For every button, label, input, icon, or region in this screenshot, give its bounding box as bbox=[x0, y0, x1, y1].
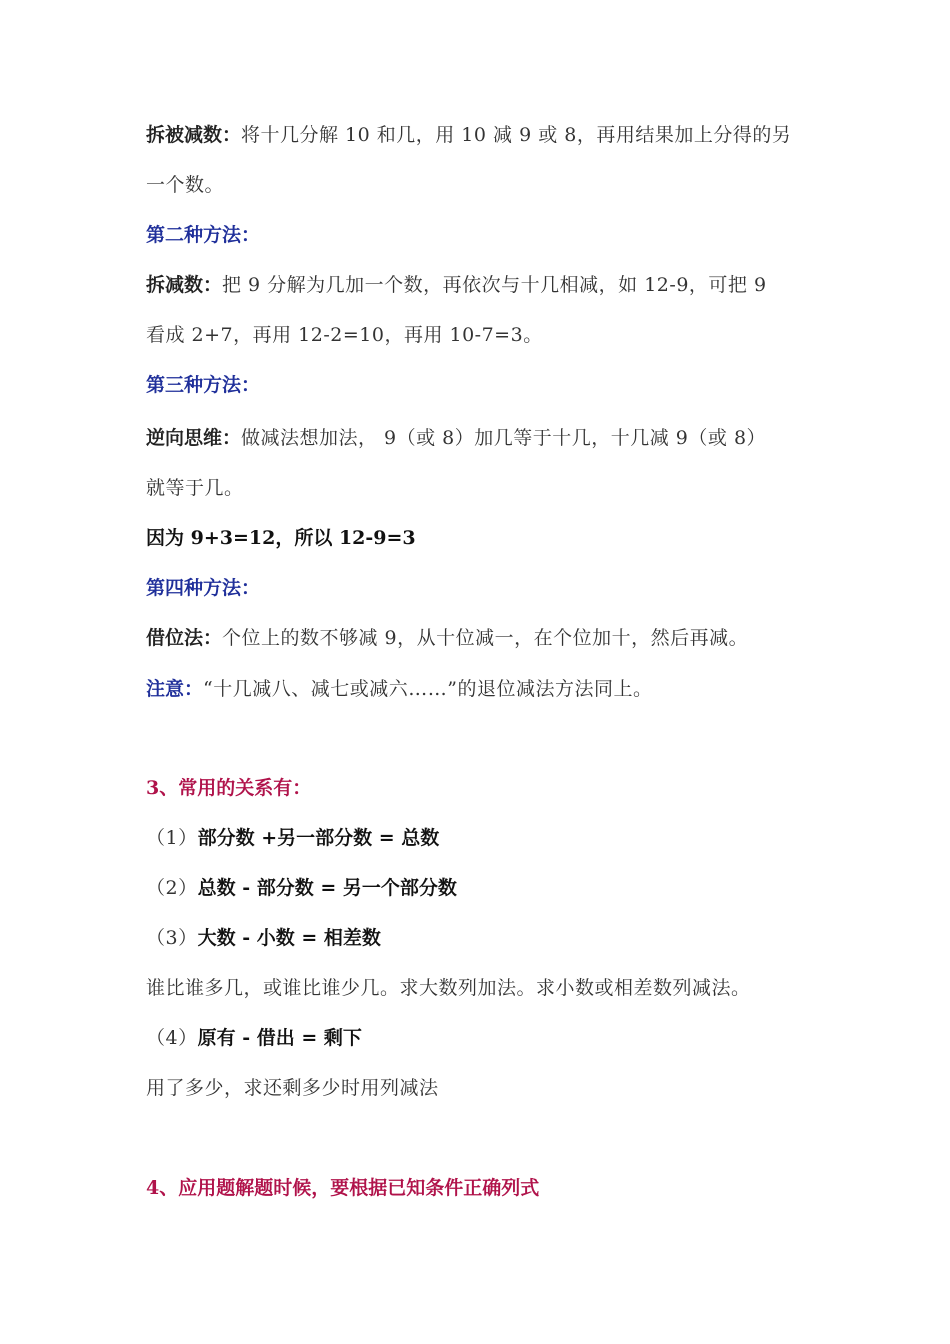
relation-item-4 bbox=[146, 1025, 362, 1051]
paragraph-split-subtrahend bbox=[146, 272, 767, 298]
item-number: （1） bbox=[146, 827, 198, 849]
relation-item-1 bbox=[146, 825, 439, 851]
paragraph-text: 把 9 分解为几加一个数，再依次与十几相减，如 12-9，可把 9 bbox=[222, 274, 767, 296]
item-number: （3） bbox=[146, 927, 198, 949]
note-label: 注意： bbox=[146, 678, 204, 700]
item-number: （2） bbox=[146, 877, 198, 899]
term-label: 逆向思维： bbox=[146, 427, 242, 449]
relation-item-2 bbox=[146, 875, 457, 901]
paragraph-text: 个位上的数不够减 9，从十位减一，在个位加十，然后再减。 bbox=[222, 627, 749, 649]
relation-item-3 bbox=[146, 925, 381, 951]
paragraph-text: 将十几分解 10 和几，用 10 减 9 或 8，再用结果加上分得的另 bbox=[241, 124, 792, 146]
paragraph-text: 看成 2+7，再用 12-2=10，再用 10-7=3。 bbox=[146, 324, 543, 346]
relation-explanation bbox=[146, 975, 751, 1001]
item-number: （4） bbox=[146, 1027, 198, 1049]
term-label: 拆减数： bbox=[146, 274, 223, 296]
method-heading-3: 第三种方法： bbox=[146, 374, 261, 396]
paragraph-continuation bbox=[146, 322, 543, 348]
section-4-title: 4、应用题解题时候，要根据已知条件正确列式 bbox=[146, 1177, 540, 1199]
item-text: 总数 - 部分数 = 另一个部分数 bbox=[197, 877, 457, 899]
paragraph-text: 一个数。 bbox=[146, 174, 225, 196]
example-equation: 因为 9+3=12，所以 12-9=3 bbox=[146, 527, 416, 549]
method-heading-4: 第四种方法： bbox=[146, 577, 261, 599]
paragraph-continuation bbox=[146, 172, 224, 198]
paragraph-reverse-thinking bbox=[146, 425, 766, 451]
item-text: 原有 - 借出 = 剩下 bbox=[197, 1027, 362, 1049]
term-label: 借位法： bbox=[146, 627, 223, 649]
item-text: 大数 - 小数 = 相差数 bbox=[197, 927, 381, 949]
item-text: 用了多少，求还剩多少时用列减法 bbox=[146, 1077, 439, 1099]
section-3-title: 3、常用的关系有： bbox=[146, 777, 312, 799]
paragraph-borrow bbox=[146, 625, 748, 651]
item-text: 谁比谁多几，或谁比谁少几。求大数列加法。求小数或相差数列减法。 bbox=[146, 977, 751, 999]
paragraph-split-minuend bbox=[146, 122, 791, 148]
paragraph-continuation bbox=[146, 475, 244, 501]
method-heading-2: 第二种方法： bbox=[146, 224, 261, 246]
paragraph-text: 做减法想加法， 9（或 8）加几等于十几，十几减 9（或 8） bbox=[241, 427, 767, 449]
note-text: “十几减八、减七或减六……”的退位减法方法同上。 bbox=[203, 678, 653, 700]
item-text: 部分数 +另一部分数 = 总数 bbox=[197, 827, 440, 849]
paragraph-text: 就等于几。 bbox=[146, 477, 244, 499]
term-label: 拆被减数： bbox=[146, 124, 242, 146]
relation-explanation bbox=[146, 1075, 439, 1101]
note-paragraph bbox=[146, 676, 652, 702]
